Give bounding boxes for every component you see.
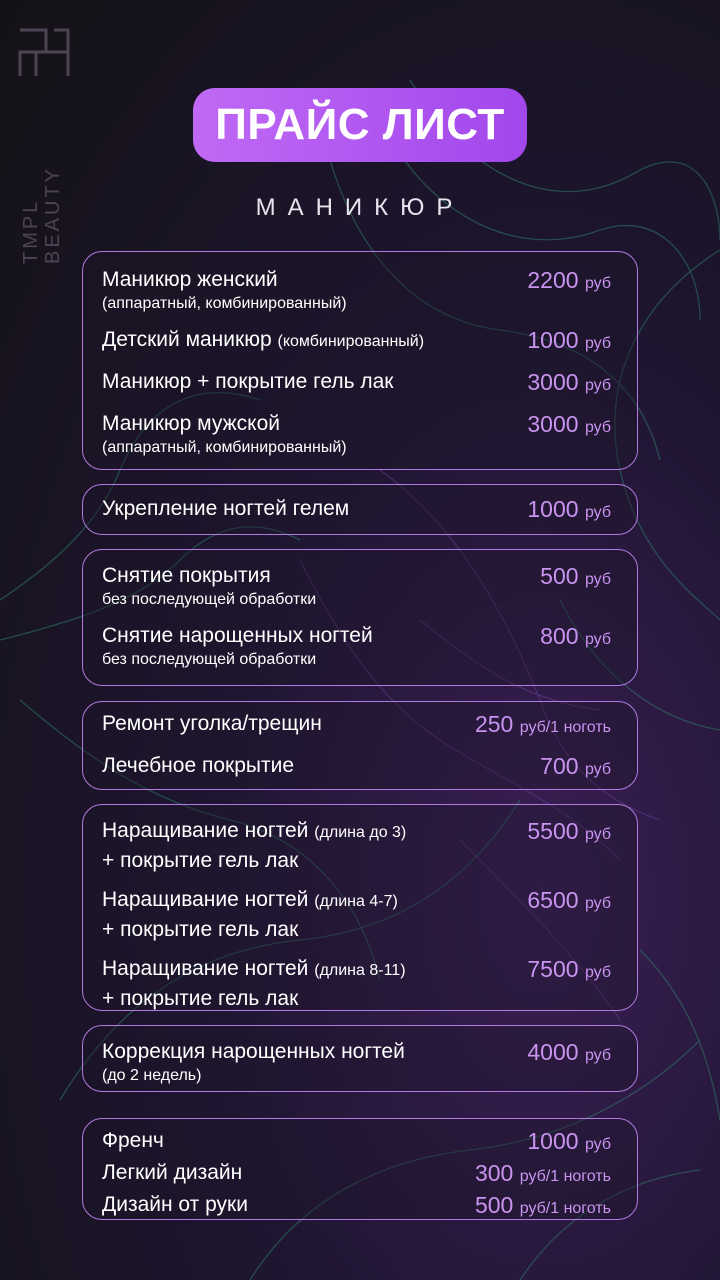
service-price: 3000 руб: [527, 369, 611, 395]
price-card-manicure: [82, 251, 638, 470]
service-name: Маникюр женский: [102, 268, 278, 291]
service-note: (до 2 недель): [102, 1067, 202, 1084]
service-name: Укрепление ногтей гелем: [102, 497, 350, 520]
price-row: [102, 1038, 611, 1086]
service-price: 300 руб/1 ноготь: [474, 1160, 611, 1186]
service-price: 1000 руб: [527, 327, 611, 353]
price-card-correction: [82, 1025, 638, 1092]
price-row: [102, 410, 611, 458]
service-price: 500 руб: [540, 563, 611, 589]
service-price: 700 руб: [540, 753, 611, 779]
service-name-line2: + покрытие гель лак: [102, 918, 299, 941]
service-name: Лечебное покрытие: [102, 754, 295, 777]
service-name: Снятие нарощенных ногтей: [102, 624, 373, 647]
price-card-strengthening: [82, 484, 638, 535]
service-name: Детский маникюр: [102, 328, 272, 351]
service-note: (длина 4-7): [314, 893, 398, 910]
price-card-repair: [82, 701, 638, 790]
price-row: [102, 368, 611, 400]
service-name: Коррекция нарощенных ногтей: [102, 1040, 405, 1063]
service-price: 2200 руб: [527, 267, 611, 293]
service-price: 1000 руб: [527, 1128, 611, 1154]
price-card-design: [82, 1118, 638, 1220]
service-name: Снятие покрытия: [102, 564, 271, 587]
service-name: Ремонт уголка/трещин: [102, 712, 322, 735]
service-note: (аппаратный, комбинированный): [102, 439, 347, 456]
price-row: [102, 266, 611, 314]
service-note: без последующей обработки: [102, 591, 317, 608]
service-price: 6500 руб: [527, 887, 611, 913]
service-price: 3000 руб: [527, 411, 611, 437]
price-row: [102, 817, 611, 875]
price-row: [102, 562, 611, 610]
price-row: [102, 710, 611, 742]
service-name: Легкий дизайн: [102, 1161, 243, 1184]
section-title: МАНИКЮР: [255, 194, 465, 221]
service-name-line2: + покрытие гель лак: [102, 849, 299, 872]
service-name: Наращивание ногтей: [102, 888, 309, 911]
price-row: [102, 622, 611, 670]
price-row: [102, 1127, 611, 1159]
brand-monogram-icon: [16, 24, 72, 80]
service-price: 800 руб: [540, 623, 611, 649]
service-price: 7500 руб: [527, 956, 611, 982]
service-note: (комбинированный): [277, 333, 425, 350]
price-row: [102, 886, 611, 944]
price-row: [102, 1191, 611, 1223]
service-note: (длина 8-11): [314, 962, 406, 979]
service-note: (длина до 3): [314, 824, 407, 841]
price-row: [102, 326, 611, 358]
service-name: Дизайн от руки: [102, 1193, 248, 1216]
price-row: [102, 955, 611, 1013]
price-card-removal: [82, 549, 638, 686]
service-name: Маникюр + покрытие гель лак: [102, 370, 394, 393]
service-name-line2: + покрытие гель лак: [102, 987, 299, 1010]
service-price: 1000 руб: [527, 496, 611, 522]
service-name: Наращивание ногтей: [102, 819, 309, 842]
service-name: Наращивание ногтей: [102, 957, 309, 980]
service-price: 500 руб/1 ноготь: [474, 1192, 611, 1218]
price-card-extensions: [82, 804, 638, 1011]
brand-name-line2: BEAUTY: [42, 165, 64, 264]
service-price: 4000 руб: [527, 1039, 611, 1065]
service-name: Френч: [102, 1129, 164, 1152]
service-price: 250 руб/1 ноготь: [474, 711, 611, 737]
service-note: (аппаратный, комбинированный): [102, 295, 347, 312]
service-name: Маникюр мужской: [102, 412, 280, 435]
page-title: ПРАЙС ЛИСТ: [193, 88, 527, 162]
price-row: [102, 1159, 611, 1191]
service-note: без последующей обработки: [102, 651, 317, 668]
price-row: [102, 752, 611, 784]
service-price: 5500 руб: [527, 818, 611, 844]
price-row: [102, 495, 611, 527]
brand-name-line1: TMPL: [20, 198, 42, 264]
